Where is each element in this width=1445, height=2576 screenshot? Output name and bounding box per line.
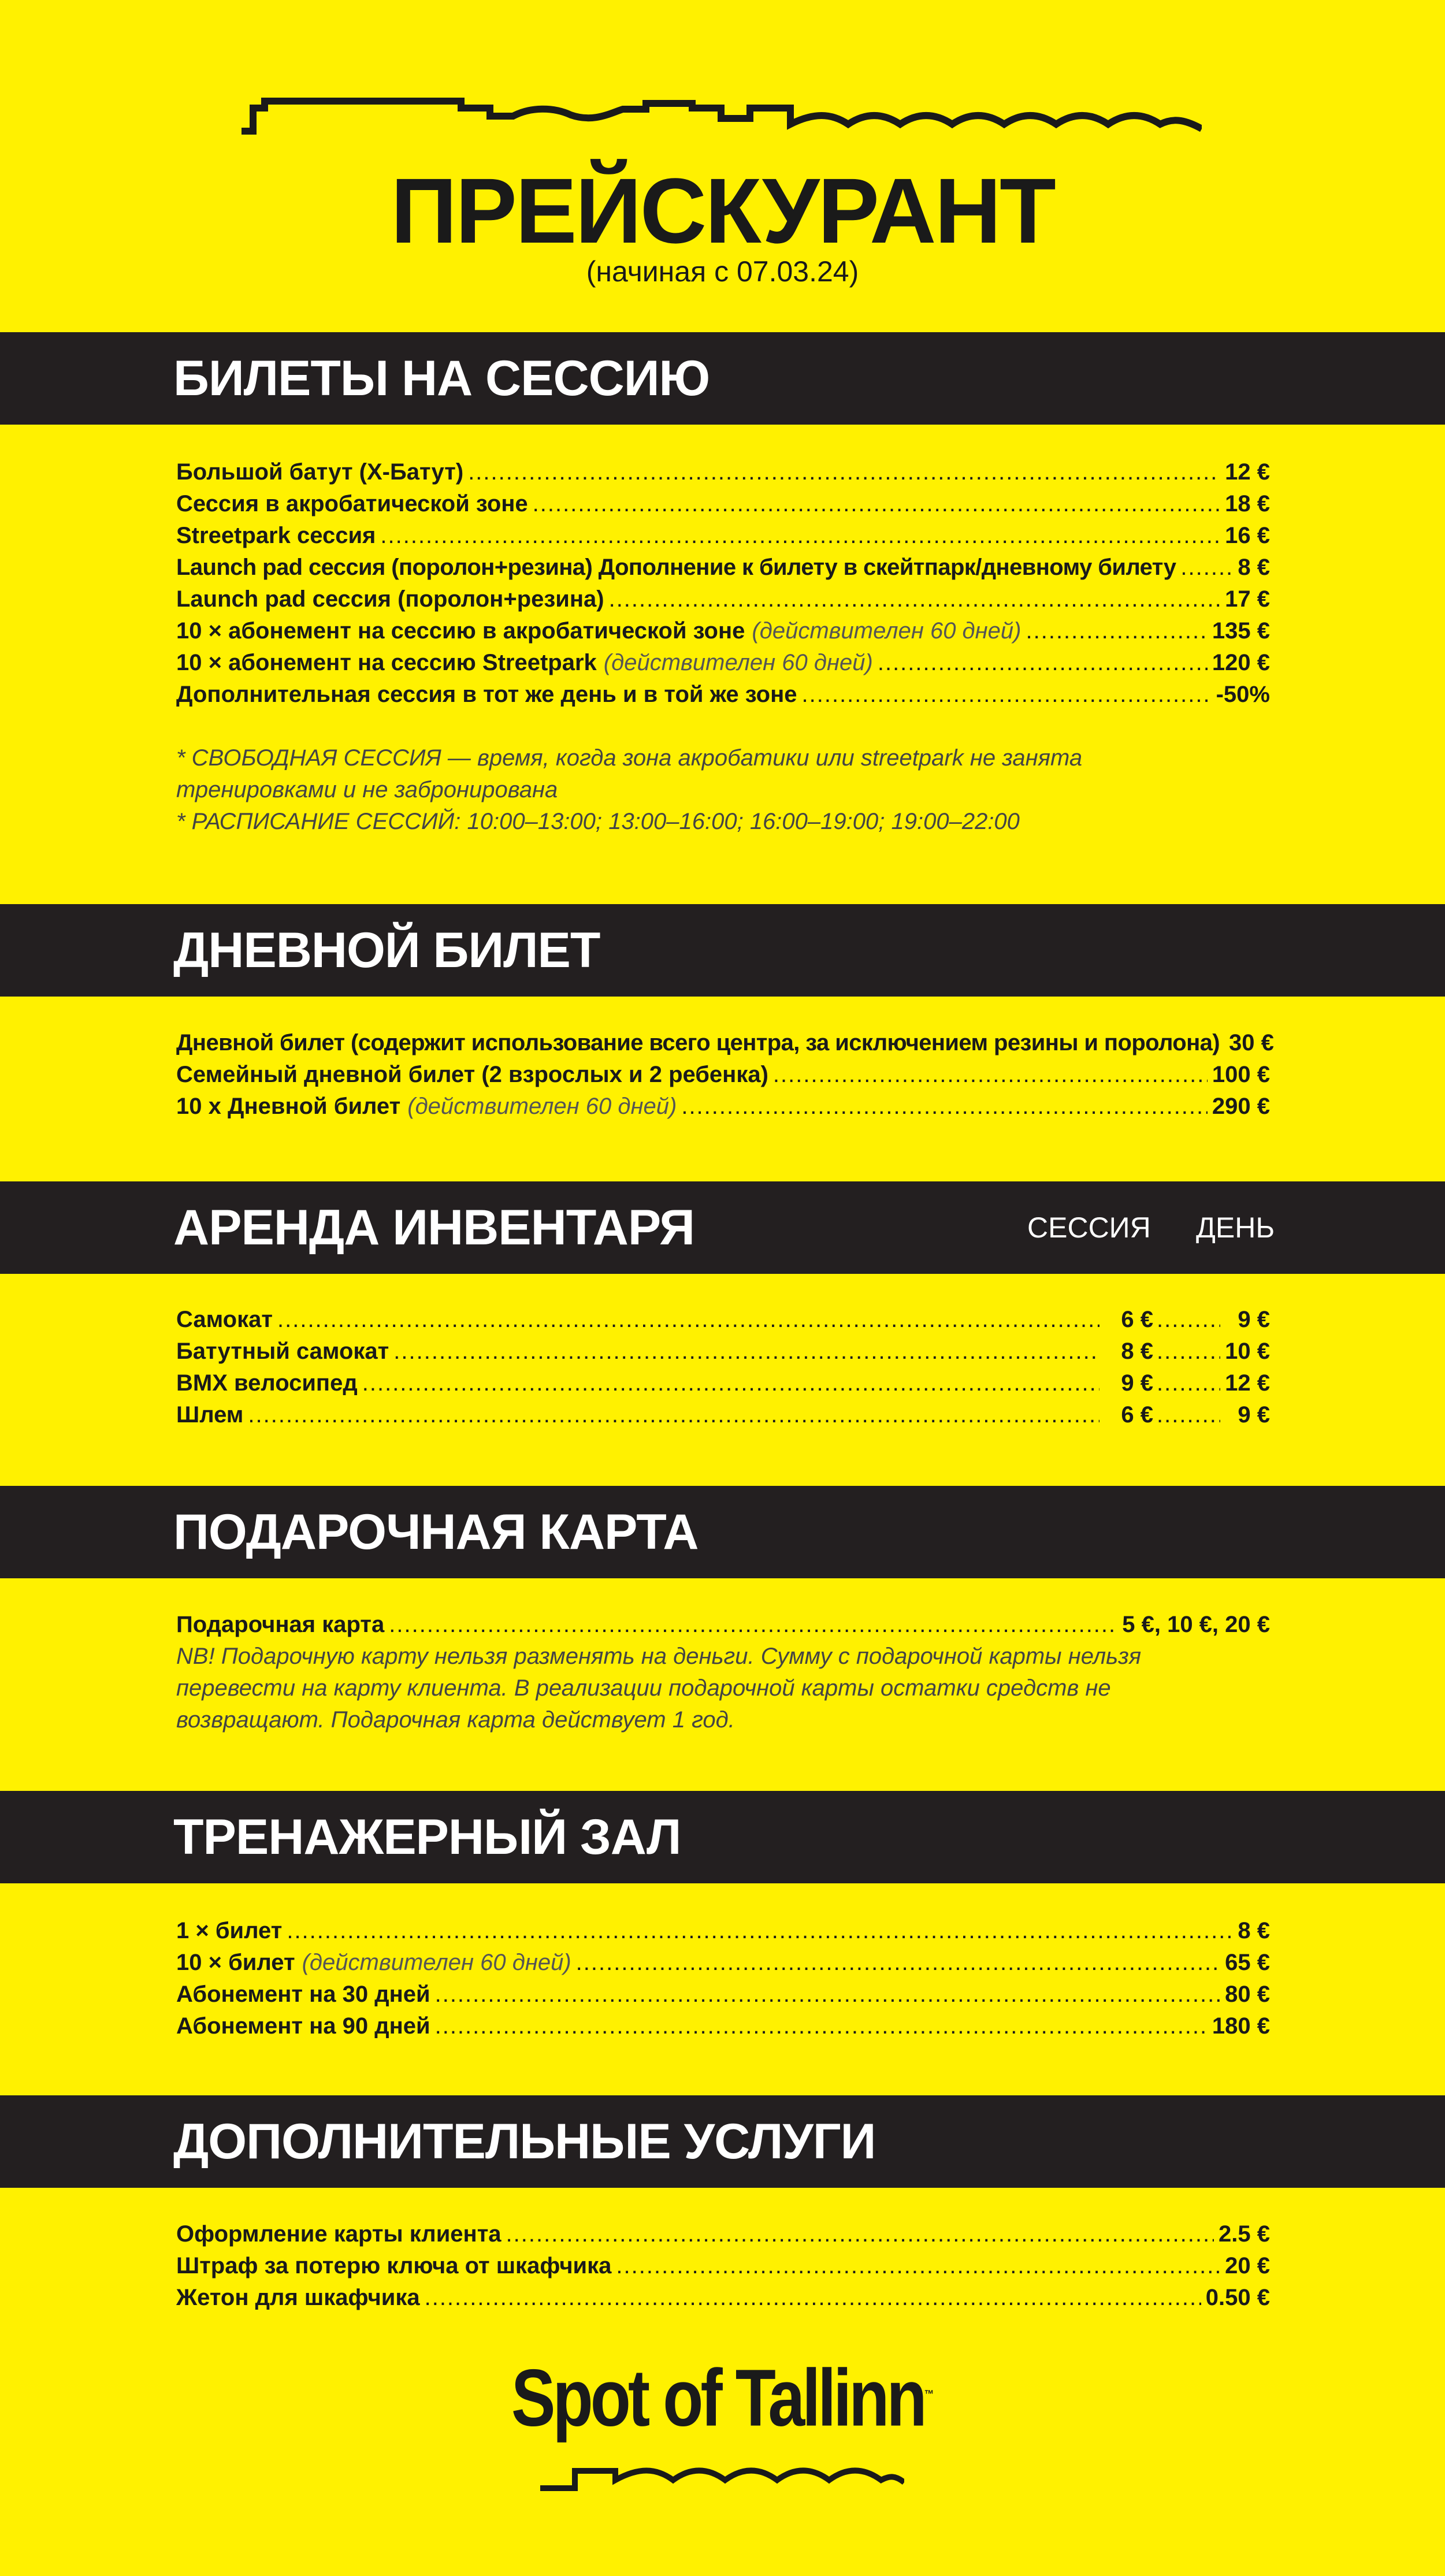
section-header-gym	[0, 1791, 1445, 1883]
section-title: ДНЕВНОЙ БИЛЕТ	[173, 923, 600, 978]
brand-logo: Spot of Tallinn™	[511, 2352, 934, 2443]
price-row: Launch pad сессия (поролон+резина) Дополнение к билету в скейтпарк/дневному билету ..... 8 €	[176, 552, 1270, 583]
price-row: Подарочная карта ..... 5 €, 10 €, 20 €	[176, 1609, 1270, 1641]
section-title: БИЛЕТЫ НА СЕССИЮ	[173, 351, 710, 406]
section-title: АРЕНДА ИНВЕНТАРЯ	[173, 1200, 694, 1255]
price-row: Абонемент на 90 дней ..... 180 €	[176, 2010, 1270, 2042]
price-row: Большой батут (X-Батут) ..... 12 €	[176, 456, 1270, 488]
price-row: Сессия в акробатической зоне ..... 18 €	[176, 488, 1270, 520]
price-row: Launch pad сессия (поролон+резина) ..... 17 €	[176, 583, 1270, 615]
section-title: ДОПОЛНИТЕЛЬНЫЕ УСЛУГИ	[173, 2114, 876, 2169]
rental-row: Батутный самокат ..... 8 € ..... 10 €	[176, 1336, 1270, 1367]
price-row: 1 × билет ..... 8 €	[176, 1915, 1270, 1947]
column-header-day: ДЕНЬ	[1196, 1211, 1275, 1244]
rental-row: BMX велосипед ..... 9 € ..... 12 €	[176, 1367, 1270, 1399]
price-row: Абонемент на 30 дней ..... 80 €	[176, 1979, 1270, 2010]
price-row: 10 x Дневной билет (действителен 60 дней) ..... 290 €	[176, 1091, 1270, 1122]
price-row: 10 × абонемент на сессию в акробатической зоне (действителен 60 дней) ..... 135 €	[176, 615, 1270, 647]
price-row: Streetpark сессия ..... 16 €	[176, 520, 1270, 552]
price-row: 10 × билет (действителен 60 дней) ..... 65 €	[176, 1947, 1270, 1979]
section-title: ТРЕНАЖЕРНЫЙ ЗАЛ	[173, 1809, 681, 1865]
trademark-mark: ™	[924, 2388, 934, 2401]
rental-row: Шлем ..... 6 € ..... 9 €	[176, 1399, 1270, 1431]
section-title: ПОДАРОЧНАЯ КАРТА	[173, 1504, 699, 1560]
footnote: * СВОБОДНАЯ СЕССИЯ — время, когда зона акробатики или streetpark не занята тренировками и не забронирована * РАСПИСАНИЕ СЕССИЙ: 10:00–13:00; 13:00–16:00; 16:00–19:00; 19:00–22:00	[176, 745, 1083, 834]
section-header-gift	[0, 1486, 1445, 1578]
skyline-graphic	[242, 95, 1202, 136]
price-row: Штраф за потерю ключа от шкафчика ..... 20 €	[176, 2250, 1270, 2282]
section-header-sessions	[0, 332, 1445, 425]
price-row: Оформление карты клиента ..... 2.5 €	[176, 2218, 1270, 2250]
price-row: 10 × абонемент на сессию Streetpark (действителен 60 дней) ..... 120 €	[176, 647, 1270, 679]
price-row: Жетон для шкафчика ..... 0.50 €	[176, 2282, 1270, 2314]
rental-row: Самокат ..... 6 € ..... 9 €	[176, 1304, 1270, 1336]
section-header-rental	[0, 1181, 1445, 1274]
gift-card-note: NB! Подарочную карту нельзя разменять на деньги. Сумму с подарочной карты нельзя перевести на карту клиента. В реализации подарочной карты остатки средств не возвращают. Подарочная карта действует 1 год.	[176, 1644, 1142, 1733]
price-row: Семейный дневной билет (2 взрослых и 2 ребенка) ..... 100 €	[176, 1059, 1270, 1091]
section-header-extra	[0, 2095, 1445, 2188]
page-title: ПРЕЙСКУРАНТ	[391, 159, 1054, 262]
section-header-day	[0, 904, 1445, 997]
price-row: Дополнительная сессия в тот же день и в той же зоне ..... -50%	[176, 679, 1270, 711]
wave-icon	[540, 2463, 904, 2495]
page-subtitle: (начиная с 07.03.24)	[586, 255, 859, 288]
column-header-session: СЕССИЯ	[1027, 1211, 1151, 1244]
price-row: Дневной билет (содержит использование всего центра, за исключением резины и поролона) 30 €	[176, 1030, 1274, 1055]
